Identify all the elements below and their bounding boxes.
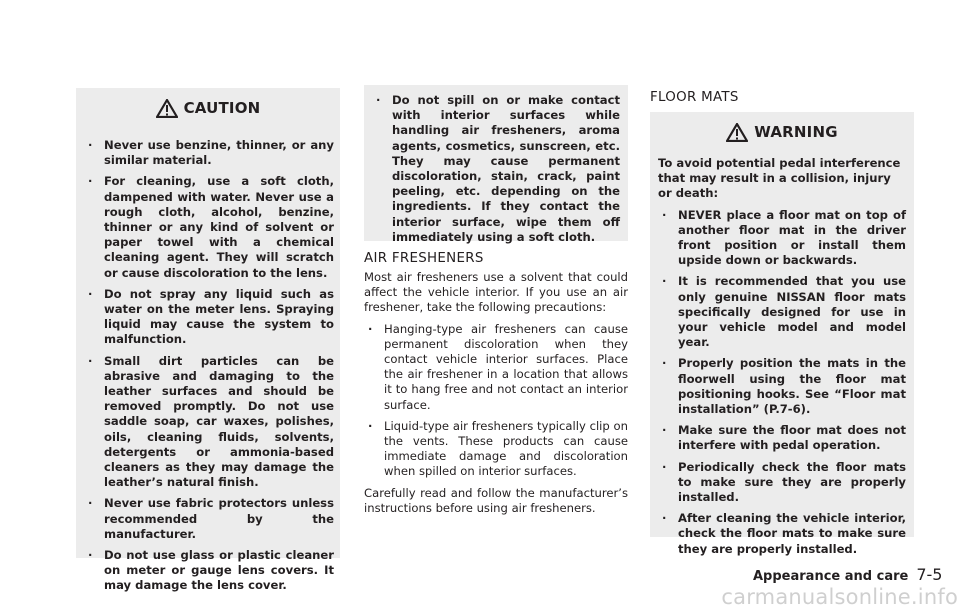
warning-item: . Periodically check the floor mats to make sure they are properly installed. [658, 460, 906, 506]
warning-item: . Properly position the mats in the floorwell using the floor mat positioning hooks. See “Floor mat installation” (P.7-6). [658, 356, 906, 417]
warning-intro: To avoid potential pedal interference that may result in a collision, injury or death: [658, 156, 901, 201]
warning-item: . NEVER place a floor mat on top of another floor mat in the driver front position or install them upside down or backwards. [658, 208, 906, 269]
caution-item: . Small dirt particles can be abrasive and damaging to the leather surfaces and should be removed promptly. Do not use saddle soap, car waxes, polishes, oils, cleaning fluids, solvents, detergents or ammonia-based cleaners as they may damage the leather’s natural finish. [84, 354, 334, 491]
warning-item: . It is recommended that you use only genuine NISSAN floor mats specifically designed for use in your vehicle model and model year. [658, 274, 906, 350]
caution-item: . Do not spray any liquid such as water on the meter lens. Spraying liquid may cause the system to malfunction. [84, 287, 334, 348]
warning-header [650, 112, 914, 152]
caution-title: CAUTION [183, 99, 261, 117]
air-fresheners-item: . Liquid-type air fresheners typically clip on the vents. These products can cause immediate damage and discoloration when spilled on interior surfaces. [364, 419, 628, 480]
caution-header [76, 88, 340, 128]
footer-section: Appearance and care [753, 569, 909, 584]
watermark: carmanualsonline.info [721, 585, 958, 609]
warning-content [650, 152, 914, 557]
air-fresheners-intro: Most air fresheners use a solvent that could affect the vehicle interior. If you use an air freshener, take the following precautions: [364, 270, 628, 315]
caution-item: . Do not use glass or plastic cleaner on meter or gauge lens covers. It may damage the lens cover. [84, 548, 334, 594]
air-fresheners-heading: AIR FRESHENERS [364, 251, 484, 266]
warning-box [650, 112, 914, 556]
caution-list-part2 [372, 93, 620, 251]
caution-item: . Do not spill on or make contact with interior surfaces while handling air fresheners, aroma agents, cosmetics, sunscreen, etc. They may cause permanent discoloration, stain, crack, paint peeling, etc. depending on the ingredients. If they contact the interior surface, wipe them off immediately using a soft cloth. [372, 93, 620, 245]
warning-triangle-icon [726, 123, 748, 142]
warning-list [658, 208, 906, 557]
caution-item: . For cleaning, use a soft cloth, dampened with water. Never use a rough cloth, alcohol, benzine, thinner or any kind of solvent or paper towel with a chemical cleaning agent. They will scratch or cause discoloration to the lens. [84, 174, 334, 280]
caution-list-part1 [84, 138, 334, 600]
air-fresheners-list [364, 322, 628, 480]
warning-item: . Make sure the floor mat does not interfere with pedal operation. [658, 423, 906, 453]
warning-item: . After cleaning the vehicle interior, check the floor mats to make sure they are properly installed. [658, 511, 906, 557]
page-footer [753, 565, 942, 584]
floor-mats-heading: FLOOR MATS [650, 90, 739, 105]
air-fresheners-item: . Hanging-type air fresheners can cause permanent discoloration when they contact vehicle interior surfaces. Place the air freshener in a location that allows it to hang free and not contact an interior surface. [364, 322, 628, 413]
caution-item: . Never use fabric protectors unless recommended by the manufacturer. [84, 496, 334, 542]
warning-triangle-icon [156, 99, 178, 118]
air-fresheners-outro: Carefully read and follow the manufacturer’s instructions before using air fresheners. [364, 485, 628, 515]
warning-title: WARNING [754, 123, 838, 141]
caution-item: . Never use benzine, thinner, or any similar material. [84, 138, 334, 168]
page-number: 7-5 [916, 565, 943, 584]
air-fresheners-body [364, 270, 628, 516]
